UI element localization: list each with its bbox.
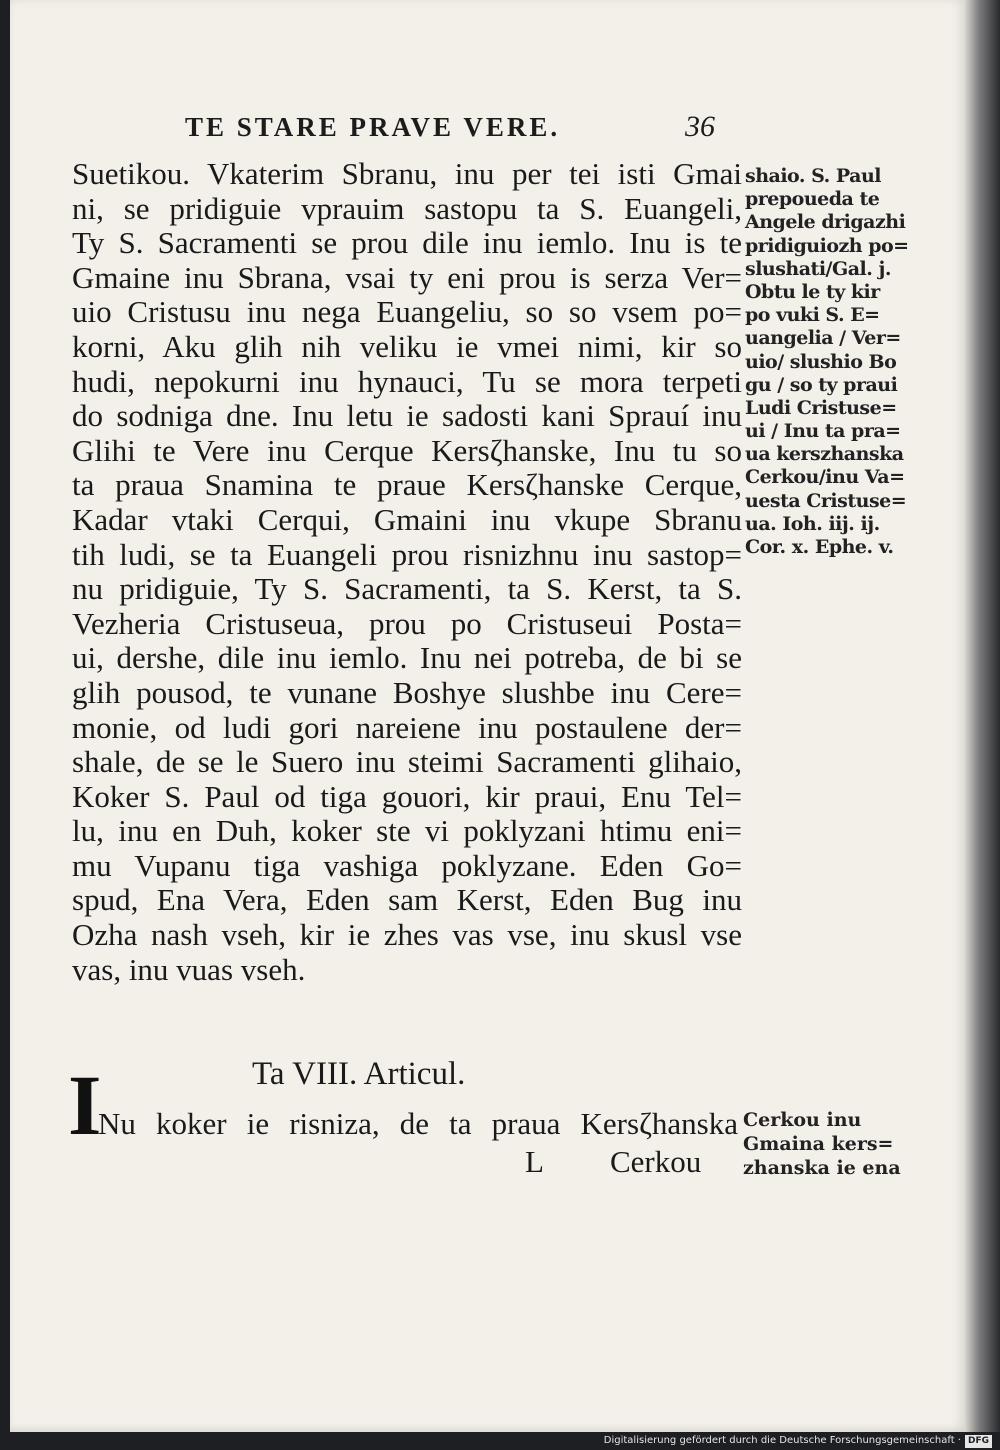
margin-note-line: Cor. x. Ephe. v. bbox=[745, 536, 894, 558]
dfg-logo: DFG bbox=[965, 1435, 992, 1448]
margin-note-line: ua kerszhanska bbox=[745, 443, 904, 466]
margin-note-line: Angele drigazhi bbox=[745, 211, 906, 234]
margin-note-line: Obtu le ty kir bbox=[745, 280, 880, 303]
text-line: Vezheria Cristuseua, prou po Cristuseui Posta= bbox=[72, 605, 742, 641]
margin-note-line: ua. Ioh. iij. ij. bbox=[745, 512, 880, 535]
margin-note-line: slushati/Gal. j. bbox=[745, 257, 891, 280]
page-number: 36 bbox=[685, 110, 715, 143]
margin-note-line: pridiguiozh po= bbox=[745, 234, 909, 257]
article-text bbox=[98, 1104, 738, 1144]
margin-note-line: po vuki S. E= bbox=[745, 304, 880, 327]
margin-note-line: Ludi Cristuse= bbox=[745, 396, 897, 419]
margin-note-line: Cerkou/inu Va= bbox=[745, 466, 905, 489]
text-line: Ozha nash vseh, kir ie zhes vas vse, inu skusl vse bbox=[72, 917, 742, 953]
text-line: nu pridiguie, Ty S. Sacramenti, ta S. Kerst, ta S. bbox=[72, 571, 742, 607]
article-text-line: Nu koker ie risniza, de ta praua Kersζhanska bbox=[98, 1106, 738, 1141]
catchword: Cerkou bbox=[610, 1144, 702, 1179]
text-line: do sodniga dne. Inu letu ie sadosti kani Sprauí inu bbox=[72, 398, 742, 434]
running-head: TE STARE PRAVE VERE. bbox=[185, 112, 561, 142]
text-line: shale, de se le Suero inu steimi Sacramenti glihaio, bbox=[72, 744, 742, 780]
text-line: Ty S. Sacramenti se prou dile inu iemlo. Inu is te bbox=[72, 225, 742, 261]
text-line: ui, dershe, dile inu iemlo. Inu nei potreba, de bi se bbox=[72, 640, 742, 676]
margin-note-line: uangelia / Ver= bbox=[745, 327, 901, 350]
text-line: Kadar vtaki Cerqui, Gmaini inu vkupe Sbranu bbox=[72, 501, 742, 537]
text-line: korni, Aku glih nih veliku ie vmei nimi, kir so bbox=[72, 328, 742, 364]
text-line: glih pousod, te vunane Boshye slushbe inu Cere= bbox=[72, 674, 742, 710]
article-heading: Ta VIII. Articul. bbox=[252, 1056, 466, 1092]
text-line: Gmaine inu Sbrana, vsai ty eni prou is serza Ver= bbox=[72, 259, 742, 295]
text-line: ta praua Snamina te praue Kersζhanske Cerque, bbox=[72, 467, 742, 503]
margin-note-line: Gmaina kers= bbox=[743, 1133, 894, 1155]
marginal-notes bbox=[745, 165, 915, 559]
book-page bbox=[10, 0, 965, 1432]
text-line: mu Vupanu tiga vashiga poklyzane. Eden Go= bbox=[72, 847, 742, 883]
text-line: tih ludi, se ta Euangeli prou risnizhnu inu sastop= bbox=[72, 536, 742, 572]
text-line: lu, inu en Duh, koker ste vi poklyzani htimu eni= bbox=[72, 813, 742, 849]
margin-note-line: prepoueda te bbox=[745, 188, 880, 211]
margin-note-line: uesta Cristuse= bbox=[745, 489, 907, 512]
text-line: uio Cristusu inu nega Euangeliu, so so vsem po= bbox=[72, 294, 742, 330]
article-marginal-notes bbox=[743, 1108, 913, 1180]
margin-note-line: uio/ slushio Bo bbox=[745, 350, 897, 373]
text-line: hudi, nepokurni inu hynauci, Tu se mora terpeti bbox=[72, 363, 742, 399]
margin-note-line: Cerkou inu bbox=[743, 1109, 862, 1131]
drop-initial: I bbox=[68, 1057, 102, 1153]
text-line: Glihi te Vere inu Cerque Kersζhanske, Inu tu so bbox=[72, 432, 742, 468]
text-line: ni, se pridiguie vprauim sastopu ta S. Euangeli, bbox=[72, 190, 742, 226]
page-edge-shadow bbox=[965, 0, 1000, 1432]
text-line: monie, od ludi gori nareiene inu postaulene der= bbox=[72, 709, 742, 745]
footer-text: Digitalisierung gefördert durch die Deutsche Forschungsgemeinschaft · bbox=[603, 1435, 961, 1446]
text-line: Koker S. Paul od tiga gouori, kir praui, Enu Tel= bbox=[72, 778, 742, 814]
text-line: spud, Ena Vera, Eden sam Kerst, Eden Bug inu bbox=[72, 882, 742, 918]
digitization-footer bbox=[580, 1432, 1000, 1450]
text-line: vas, inu vuas vseh. bbox=[72, 951, 306, 987]
margin-note-line: zhanska ie ena bbox=[743, 1157, 901, 1179]
margin-note-line: shaio. S. Paul bbox=[745, 165, 882, 187]
text-line: Suetikou. Vkaterim Sbranu, inu per tei isti Gmai bbox=[72, 156, 742, 191]
margin-note-line: gu / so ty praui bbox=[745, 373, 898, 396]
margin-note-line: ui / Inu ta pra= bbox=[745, 420, 901, 443]
main-text-block bbox=[72, 157, 742, 987]
signature-mark: L bbox=[525, 1144, 544, 1179]
